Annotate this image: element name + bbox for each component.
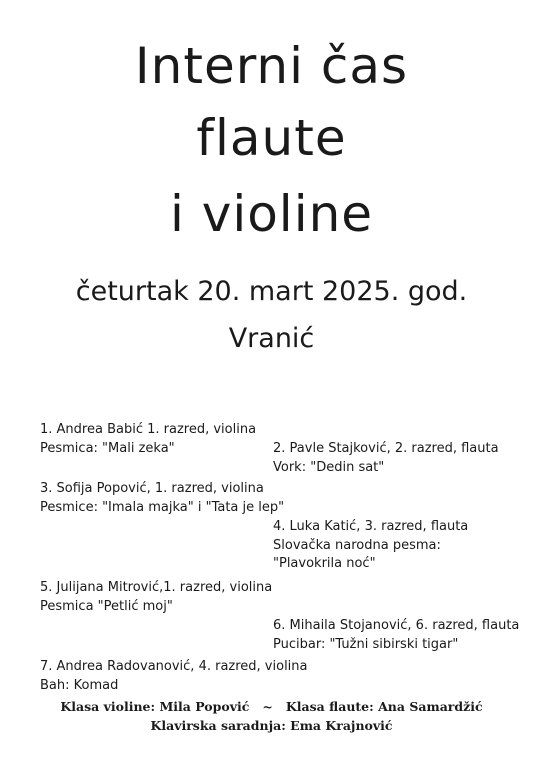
performer-piece: Pucibar: "Tužni sibirski tigar" bbox=[273, 636, 459, 652]
title-line-1: Interni čas bbox=[134, 37, 409, 95]
performer-2 bbox=[273, 440, 499, 477]
performer-piece: Pesmice: "Imala majka" i "Tata je lep" bbox=[40, 499, 285, 515]
performer-piece: Slovačka narodna pesma: bbox=[273, 537, 441, 553]
event-date: četurtak 20. mart 2025. god. bbox=[75, 276, 468, 307]
performer-piece: Bah: Komad bbox=[40, 677, 119, 693]
performer-name-class: 3. Sofija Popović, 1. razred, violina bbox=[40, 481, 264, 496]
event-place: Vranić bbox=[228, 323, 315, 354]
title-line-3: i violine bbox=[169, 185, 374, 243]
performer-5 bbox=[40, 579, 272, 616]
performer-name-class: 4. Luka Katić, 3. razred, flauta bbox=[273, 519, 469, 534]
performer-piece-continued: "Plavokrila noć" bbox=[273, 556, 376, 571]
performer-4 bbox=[273, 518, 468, 574]
performer-piece: Pesmica "Petlić moj" bbox=[40, 598, 173, 614]
performer-name-class: 5. Julijana Mitrović,1. razred, violina bbox=[40, 580, 273, 595]
performer-piece: Vork: "Dedin sat" bbox=[273, 459, 385, 475]
title-line-2: flaute bbox=[196, 109, 347, 167]
performer-name-class: 7. Andrea Radovanović, 4. razred, violina bbox=[40, 659, 308, 674]
performer-name-class: 6. Mihaila Stojanović, 6. razred, flauta bbox=[273, 618, 520, 633]
performer-7 bbox=[40, 658, 308, 695]
performer-1 bbox=[40, 421, 256, 458]
performer-piece: Pesmica: "Mali zeka" bbox=[40, 440, 175, 456]
performer-name-class: 1. Andrea Babić 1. razred, violina bbox=[40, 422, 257, 437]
footer-teachers: Klasa violine: Mila Popović ~ Klasa flaute: Ana Samardžić bbox=[60, 699, 483, 714]
performer-3 bbox=[40, 480, 284, 517]
performer-6 bbox=[273, 617, 519, 654]
footer-accompanist: Klavirska saradnja: Ema Krajnović bbox=[150, 718, 393, 733]
performer-name-class: 2. Pavle Stajković, 2. razred, flauta bbox=[273, 441, 499, 456]
